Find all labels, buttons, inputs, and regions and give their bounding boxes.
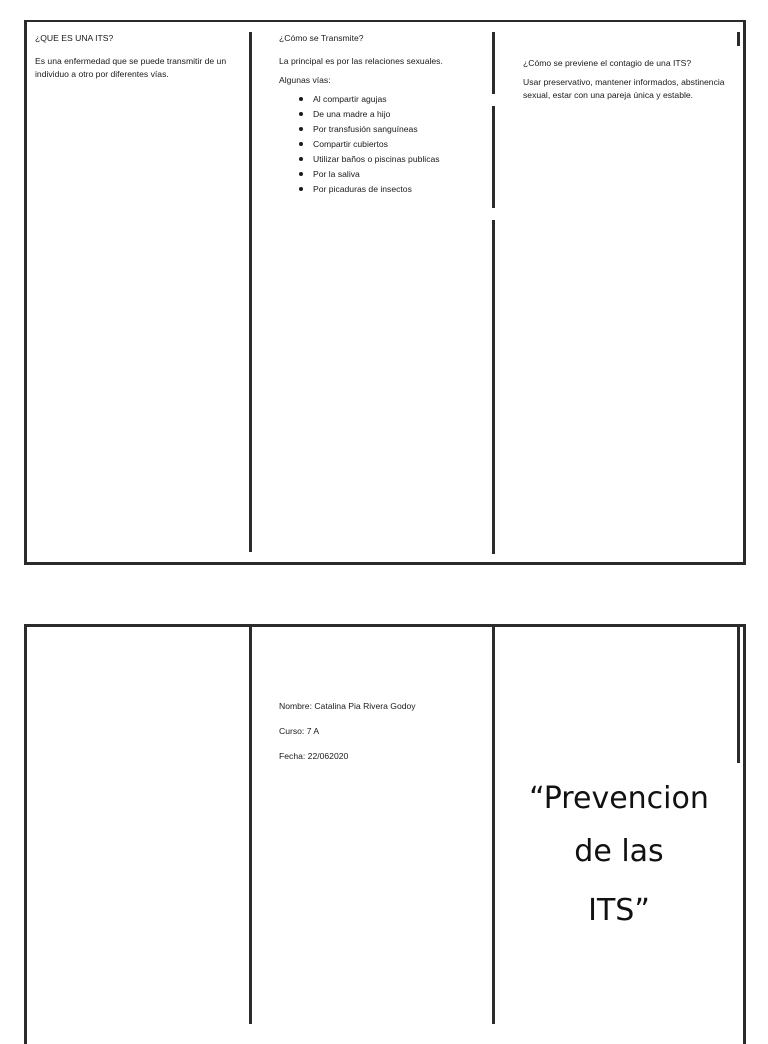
list-item: Por la saliva <box>313 167 484 182</box>
list-item: Por transfusión sanguíneas <box>313 122 484 137</box>
cover-title <box>497 772 741 937</box>
panel-heading: ¿Cómo se previene el contagio de una ITS? <box>523 58 692 68</box>
column-divider <box>737 627 740 763</box>
panel-vias-label: Algunas vías: <box>279 75 331 85</box>
student-date: Fecha: 22/062020 <box>279 751 349 761</box>
panel-text-principal: La principal es por las relaciones sexuales. <box>279 56 443 66</box>
vias-list <box>279 92 484 197</box>
column-divider <box>492 106 495 208</box>
panel-que-es-its <box>35 32 243 89</box>
column-divider <box>492 220 495 554</box>
list-item: Al compartir agujas <box>313 92 484 107</box>
list-item: Utilizar baños o piscinas publicas <box>313 152 484 167</box>
panel-datos-alumno <box>279 700 484 771</box>
column-divider <box>737 32 740 46</box>
list-item: Compartir cubiertos <box>313 137 484 152</box>
panel-text: Usar preservativo, mantener informados, abstinencia sexual, estar con una pareja única y estable. <box>523 77 725 100</box>
panel-text: Es una enfermedad que se puede transmitir de un individuo a otro por diferentes vías. <box>35 56 227 79</box>
list-item: De una madre a hijo <box>313 107 484 122</box>
panel-prevencion <box>523 57 733 110</box>
column-divider <box>249 32 252 552</box>
column-divider <box>492 627 495 1024</box>
list-item: Por picaduras de insectos <box>313 182 484 197</box>
panel-como-se-transmite <box>279 32 484 197</box>
column-divider <box>492 32 495 94</box>
cover-title-line: ITS” <box>588 893 650 928</box>
student-course: Curso: 7 A <box>279 726 320 736</box>
column-divider <box>249 627 252 1024</box>
panel-heading: ¿QUE ES UNA ITS? <box>35 33 114 43</box>
student-name: Nombre: Catalina Pia Rivera Godoy <box>279 701 416 711</box>
cover-title-line: “Prevencion <box>529 781 709 816</box>
cover-title-line: de las <box>574 834 664 869</box>
panel-heading: ¿Cómo se Transmite? <box>279 33 364 43</box>
